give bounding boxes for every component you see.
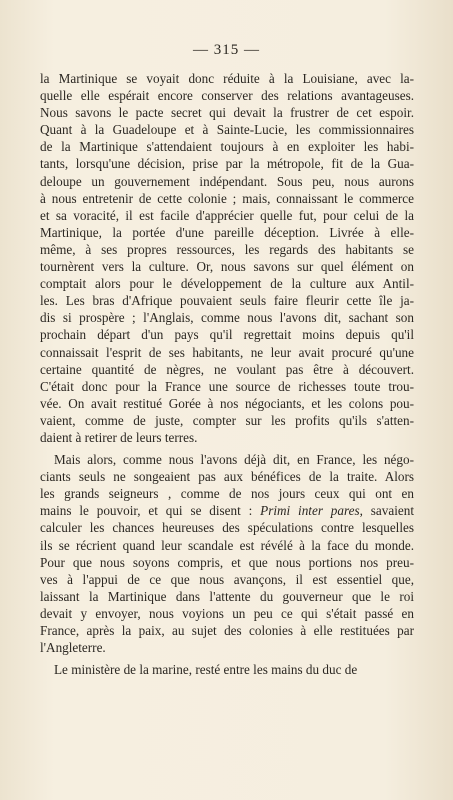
text-line: tants, lorsqu'une décision, prise par la métropole, fit de la Gua- [40,156,414,172]
text-line: les grands seigneurs , comme de nos jours ceux qui ont en [40,486,414,502]
text-line: Nous savons le pacte secret qui devait la frustrer de cet espoir. [40,105,414,121]
text-line: de la Martinique s'attendaient toujours à en exploiter les habi- [40,139,414,155]
body-text [40,70,414,678]
text-line: calculer les chances heureuses des spéculations contre lesquelles [40,520,414,536]
text-line: et sa voracité, il est facile d'apprécier quelle fut, pour celui de la [40,207,414,223]
text-line: Martinique, la portée d'une pareille déception. Livrée à elle- [40,224,414,240]
text-line: daient à retirer de leurs terres. [40,429,198,445]
text-line: France, après la paix, au sujet des colonies à elle restituées par [40,623,414,638]
text-line: Pour que nous soyons compris, et que nous portions nos preu- [40,554,414,570]
text-line: l'Angleterre. [40,640,106,656]
text-line: Quant à la Guadeloupe et à Sainte-Lucie, les commissionnaires [40,122,414,138]
text-line: certaine quantité de nègres, ne voulant pas être à découvert. [40,361,414,377]
text-line: même, à ses propres ressources, les regards des habitants se [40,241,414,257]
text-line: prochain départ d'un pays qu'il regrettait moins depuis qu'il [40,327,414,343]
page-number: — 315 — [193,42,260,58]
text-line: ciants seuls ne songeaient pas aux bénéfices de la traite. Alors [40,469,414,485]
text-line: devait y envoyer, nous voyions un peu ce qui s'était passé en [40,605,414,621]
text-line: tournèrent vers la culture. Or, nous savons sur quel élément on [40,259,414,275]
text-line: C'était donc pour la France une source de richesses toute trou- [40,378,414,394]
text-line: à nous entretenir de cette colonie ; mais, connaissant le commerce [40,190,414,206]
text-line: dis si prospère ; l'Anglais, comme nous l'avons dit, sachant son [40,310,414,326]
text-line: mains le pouvoir, et qui se disent : Primi inter pares, savaient [40,503,414,519]
text-line: ves à l'appui de ce que nous avançons, il est essentiel que, [40,571,414,587]
text-line: les. Les bras d'Afrique pouvaient seuls faire fleurir cette île ja- [40,293,414,309]
text-line: vée. On avait restitué Gorée à nos négociants, et les colons pou- [40,395,414,411]
text-line: laissant la Martinique dans l'attente du gouverneur que le roi [40,588,414,604]
text-line: connaissait l'esprit de ses habitants, ne leur avait procuré qu'une [40,344,414,360]
text-line: quelle elle espérait encore conserver des relations avantageuses. [40,88,414,104]
text-line: deloupe un gouvernement indépendant. Sous peu, nous aurons [40,173,414,189]
text-line: comptait alors pour le développement de la culture aux Antil- [40,276,414,292]
text-line: ils se récrient quand leur scandale est révélé à la face du monde. [40,537,414,553]
text-line: vaient, comme de juste, compter sur les profits qu'ils s'atten- [40,412,414,428]
text-line: Mais alors, comme nous l'avons déjà dit, en France, les négo- [54,452,414,468]
text-line: Le ministère de la marine, resté entre les mains du duc de [54,662,358,678]
text-line: la Martinique se voyait donc réduite à la Louisiane, avec la- [40,71,414,86]
